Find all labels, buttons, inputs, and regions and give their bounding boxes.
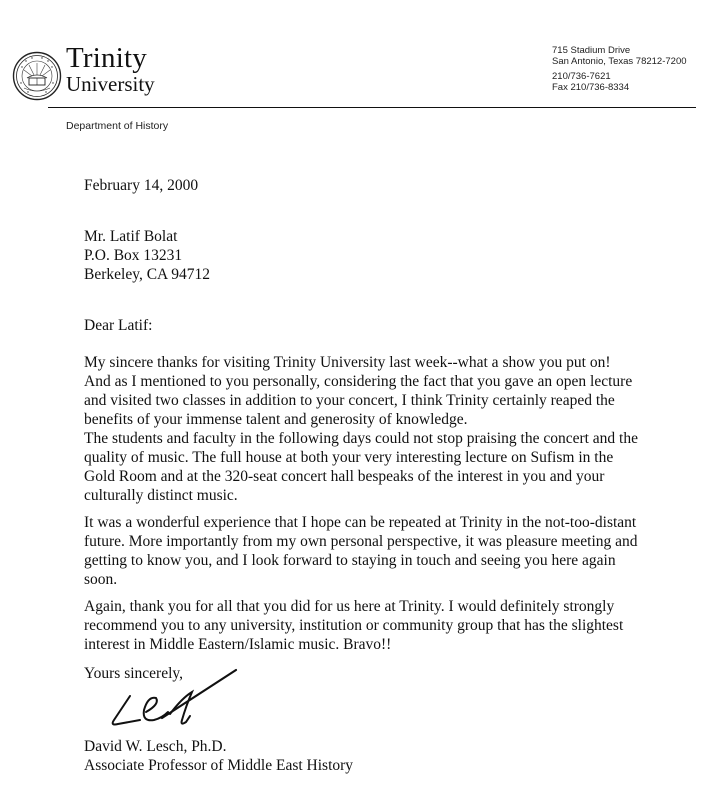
paragraph xyxy=(84,353,714,429)
paragraph-line: It was a wonderful experience that I hope can be repeated at Trinity in the not-too-distant xyxy=(84,514,637,531)
recipient-po-box: P.O. Box 13231 xyxy=(84,247,183,264)
paragraph-line: And as I mentioned to you personally, considering the fact that you gave an open lecture xyxy=(84,373,633,390)
letter-date: February 14, 2000 xyxy=(84,177,199,194)
closing: Yours sincerely, xyxy=(84,665,184,682)
salutation: Dear Latif: xyxy=(84,317,153,334)
paragraph-line: My sincere thanks for visiting Trinity University last week--what a show you put on! xyxy=(84,354,611,371)
paragraph-line: interest in Middle Eastern/Islamic music. Bravo!! xyxy=(84,636,392,653)
recipient-address xyxy=(84,227,210,284)
signer-name: David W. Lesch, Ph.D. xyxy=(84,738,227,755)
paragraph-line: getting to know you, and I look forward to staying in touch and seeing you here again xyxy=(84,552,616,569)
signer-title: Associate Professor of Middle East History xyxy=(84,757,354,774)
paragraph-line: future. More importantly from my own personal perspective, it was pleasure meeting and xyxy=(84,533,638,550)
paragraph-line: Again, thank you for all that you did for us here at Trinity. I would definitely strongly xyxy=(84,598,615,615)
paragraph-line: quality of music. The full house at both your very interesting lecture on Sufism in the xyxy=(84,449,614,466)
paragraph-line: and visited two classes in addition to your concert, I think Trinity certainly reaped the xyxy=(84,392,615,409)
address-city: San Antonio, Texas 78212-7200 xyxy=(552,55,687,67)
university-seal-icon xyxy=(12,51,62,101)
signer-block xyxy=(84,737,353,775)
paragraph-line: culturally distinct music. xyxy=(84,487,238,504)
address-fax: Fax 210/736-8334 xyxy=(552,81,630,93)
paragraph xyxy=(84,513,714,589)
recipient-name: Mr. Latif Bolat xyxy=(84,228,178,245)
paragraph xyxy=(84,429,714,505)
paragraph-line: soon. xyxy=(84,571,118,588)
department-name: Department of History xyxy=(66,120,169,132)
institution-name xyxy=(66,44,155,95)
letterhead-address xyxy=(552,46,687,93)
handwritten-signature xyxy=(100,668,240,733)
paragraph-line: The students and faculty in the following days could not stop praising the concert and the xyxy=(84,430,638,447)
paragraph-line: Gold Room and at the 320-seat concert hall bespeaks of the interest in you and your xyxy=(84,468,605,485)
paragraph-line: benefits of your immense talent and generosity of knowledge. xyxy=(84,411,468,428)
address-street: 715 Stadium Drive xyxy=(552,45,631,56)
letterhead-divider xyxy=(48,107,696,108)
institution-name-line2: University xyxy=(66,72,155,96)
paragraph-line: recommend you to any university, institution or community group that has the slightest xyxy=(84,617,624,634)
institution-name-line1: Trinity xyxy=(66,42,147,74)
recipient-city: Berkeley, CA 94712 xyxy=(84,266,210,283)
paragraph xyxy=(84,597,714,654)
address-phone: 210/736-7621 xyxy=(552,71,611,82)
